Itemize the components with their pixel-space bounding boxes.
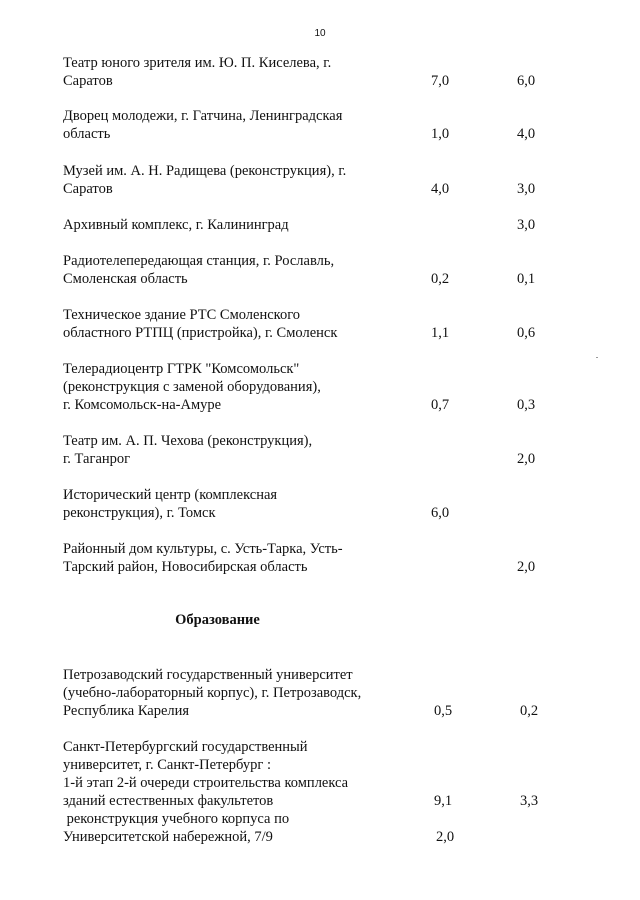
entry-text-line: Смоленская область — [63, 271, 188, 287]
value-col2: 6,0 — [517, 73, 536, 89]
entry-text-line: Тарский район, Новосибирская область — [63, 559, 308, 575]
value-col2: 3,0 — [517, 217, 536, 233]
value-col1: 4,0 — [431, 181, 450, 197]
entry-text-line: (реконструкция с заменой оборудования), — [63, 379, 321, 395]
entry-text-line: реконструкция), г. Томск — [63, 505, 216, 521]
entry-text-line: зданий естественных факультетов — [63, 793, 274, 809]
scan-speck — [596, 357, 598, 358]
entry-text-line: университет, г. Санкт-Петербург : — [63, 757, 271, 773]
value-col2: 0,6 — [517, 325, 536, 341]
list-item — [63, 252, 583, 288]
page-number: 10 — [314, 28, 326, 39]
list-item — [63, 360, 583, 414]
entry-text-line: Телерадиоцентр ГТРК "Комсомольск" — [63, 361, 300, 377]
list-item — [63, 54, 583, 90]
entry-text-line: Музей им. А. Н. Радищева (реконструкция), г. — [63, 163, 347, 179]
entry-text-line: г. Комсомольск-на-Амуре — [63, 397, 222, 413]
entry-text-line: Петрозаводский государственный университет — [63, 667, 353, 683]
entry-text-line: Театр юного зрителя им. Ю. П. Киселева, г. — [63, 55, 332, 71]
value-col1: 6,0 — [431, 505, 450, 521]
list-item — [63, 432, 583, 468]
value-col2: 2,0 — [517, 451, 536, 467]
value-col1: 0,2 — [431, 271, 450, 287]
entry-text-line: областного РТПЦ (пристройка), г. Смоленск — [63, 325, 338, 341]
entry-text-line: Театр им. А. П. Чехова (реконструкция), — [63, 433, 313, 449]
value-col2: 0,2 — [520, 703, 539, 719]
entry-text-line: Университетской набережной, 7/9 — [63, 829, 273, 845]
entry-text-line: Республика Карелия — [63, 703, 190, 719]
value-col2: 3,0 — [517, 181, 536, 197]
list-item — [63, 738, 583, 846]
section-heading: Образование — [175, 612, 260, 628]
value-col1: 1,1 — [431, 325, 450, 341]
list-item — [63, 162, 583, 198]
entry-text-line: 1-й этап 2-й очереди строительства комплекса — [63, 775, 349, 791]
entry-text-line: Исторический центр (комплексная — [63, 487, 278, 503]
entry-text-line: (учебно-лабораторный корпус), г. Петрозаводск, — [63, 685, 362, 701]
value-col2: 3,3 — [520, 793, 539, 809]
list-item — [63, 540, 583, 576]
entry-text-line: Саратов — [63, 73, 113, 89]
entry-text-line: область — [63, 126, 111, 142]
entry-text-line: Районный дом культуры, с. Усть-Тарка, Усть- — [63, 541, 343, 557]
entry-text-line: Архивный комплекс, г. Калининград — [63, 217, 289, 233]
list-item — [63, 216, 583, 234]
value-col1: 7,0 — [431, 73, 450, 89]
entry-text-line: Техническое здание РТС Смоленского — [63, 307, 301, 323]
entry-text-line: реконструкция учебного корпуса по — [63, 811, 290, 827]
entry-text-line: Дворец молодежи, г. Гатчина, Ленинградская — [63, 108, 343, 124]
value-col1: 2,0 — [436, 829, 455, 845]
entry-text-line: Радиотелепередающая станция, г. Рославль, — [63, 253, 335, 269]
list-item — [63, 486, 583, 522]
value-col1: 0,7 — [431, 397, 450, 413]
value-col1: 1,0 — [431, 126, 450, 142]
value-col1: 9,1 — [434, 793, 453, 809]
list-item — [63, 107, 583, 143]
list-item — [63, 666, 583, 720]
entry-text-line: г. Таганрог — [63, 451, 131, 467]
value-col2: 0,3 — [517, 397, 536, 413]
list-item — [63, 306, 583, 342]
value-col2: 4,0 — [517, 126, 536, 142]
value-col2: 0,1 — [517, 271, 536, 287]
entry-text-line: Санкт-Петербургский государственный — [63, 739, 308, 755]
value-col2: 2,0 — [517, 559, 536, 575]
value-col1: 0,5 — [434, 703, 453, 719]
entry-text-line: Саратов — [63, 181, 113, 197]
